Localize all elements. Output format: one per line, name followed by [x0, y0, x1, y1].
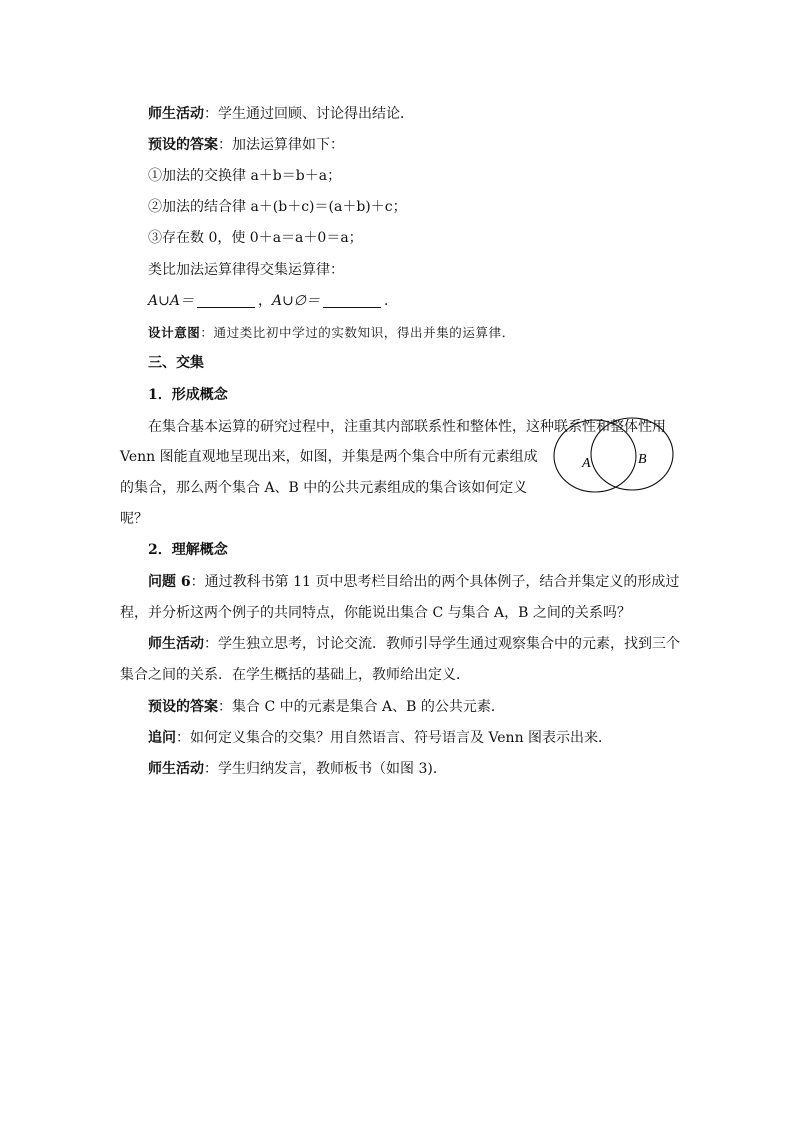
set-a-circle	[554, 420, 636, 492]
label: 问题 6	[148, 574, 191, 590]
teacher-student-activity-1	[148, 104, 414, 124]
question-6-line-2: 程，并分析这两个例子的共同特点，你能说出集合 C 与集合 A，B 之间的关系吗？	[120, 605, 631, 621]
set-b-circle	[591, 418, 673, 490]
text: ：集合 C 中的元素是集合 A、B 的公共元素．	[218, 699, 505, 715]
follow-up-question	[148, 728, 612, 748]
concept-line-4: 呢？	[120, 511, 148, 527]
concept-line-1: 在集合基本运算的研究过程中，注重其内部联系性和整体性，这种联系性和整体性用	[148, 419, 666, 435]
activity-2-line-2: 集合之间的关系．在学生概括的基础上，教师给出定义．	[120, 667, 470, 683]
fill-blank-line	[148, 291, 398, 311]
text: ：学生独立思考，讨论交流．教师引导学生通过观察集合中的元素，找到三个	[204, 636, 680, 652]
label: 预设的答案	[148, 699, 218, 715]
end: ．	[384, 293, 398, 309]
text: ：如何定义集合的交集？用自然语言、符号语言及 Venn 图表示出来．	[176, 730, 613, 746]
label: 师生活动	[148, 106, 204, 122]
text: ：通过类比初中学过的实数知识，得出并集的运算律．	[200, 325, 515, 340]
sep: ，	[257, 293, 272, 309]
subheading-1: 1．形成概念	[148, 387, 228, 403]
union-self: A∪A＝	[148, 293, 194, 309]
union-empty: A∪∅＝	[271, 293, 320, 309]
label: 预设的答案	[148, 137, 218, 153]
blank-1[interactable]	[197, 293, 255, 308]
label: 追问	[148, 730, 176, 746]
label: 设计意图	[148, 325, 201, 340]
preset-answer-2	[148, 697, 505, 717]
set-b-label: B	[638, 452, 647, 467]
text: ：学生通过回顾、讨论得出结论．	[204, 106, 414, 122]
label: 师生活动	[148, 636, 204, 652]
subheading-2: 2．理解概念	[148, 542, 228, 558]
teacher-student-activity-2	[148, 634, 680, 654]
preset-answer-1	[148, 135, 344, 155]
set-a-label: A	[582, 456, 591, 471]
venn-diagram	[552, 417, 676, 495]
law-identity: ③存在数 0，使 0＋a＝a＋0＝a；	[148, 230, 363, 246]
text: ：通过教科书第 11 页中思考栏目给出的两个具体例子，结合并集定义的形成过	[190, 574, 680, 590]
design-intent	[148, 323, 515, 343]
concept-line-2: Venn 图能直观地呈现出来，如图，并集是两个集合中所有元素组成	[120, 449, 538, 465]
question-6-line-1	[148, 572, 679, 592]
text: ：加法运算律如下：	[218, 137, 344, 153]
section-heading: 三、交集	[148, 355, 204, 371]
text: ：学生归纳发言，教师板书（如图 3)．	[204, 761, 447, 777]
law-commutative: ①加法的交换律 a＋b＝b＋a；	[148, 168, 342, 184]
blank-2[interactable]	[323, 293, 381, 308]
concept-line-3: 的集合，那么两个集合 A、B 中的公共元素组成的集合该如何定义	[120, 480, 528, 496]
law-associative: ②加法的结合律 a＋(b＋c)＝(a＋b)＋c；	[148, 199, 407, 215]
label: 师生活动	[148, 761, 204, 777]
teacher-student-activity-3	[148, 759, 447, 779]
analogy-line: 类比加法运算律得交集运算律：	[148, 262, 344, 278]
